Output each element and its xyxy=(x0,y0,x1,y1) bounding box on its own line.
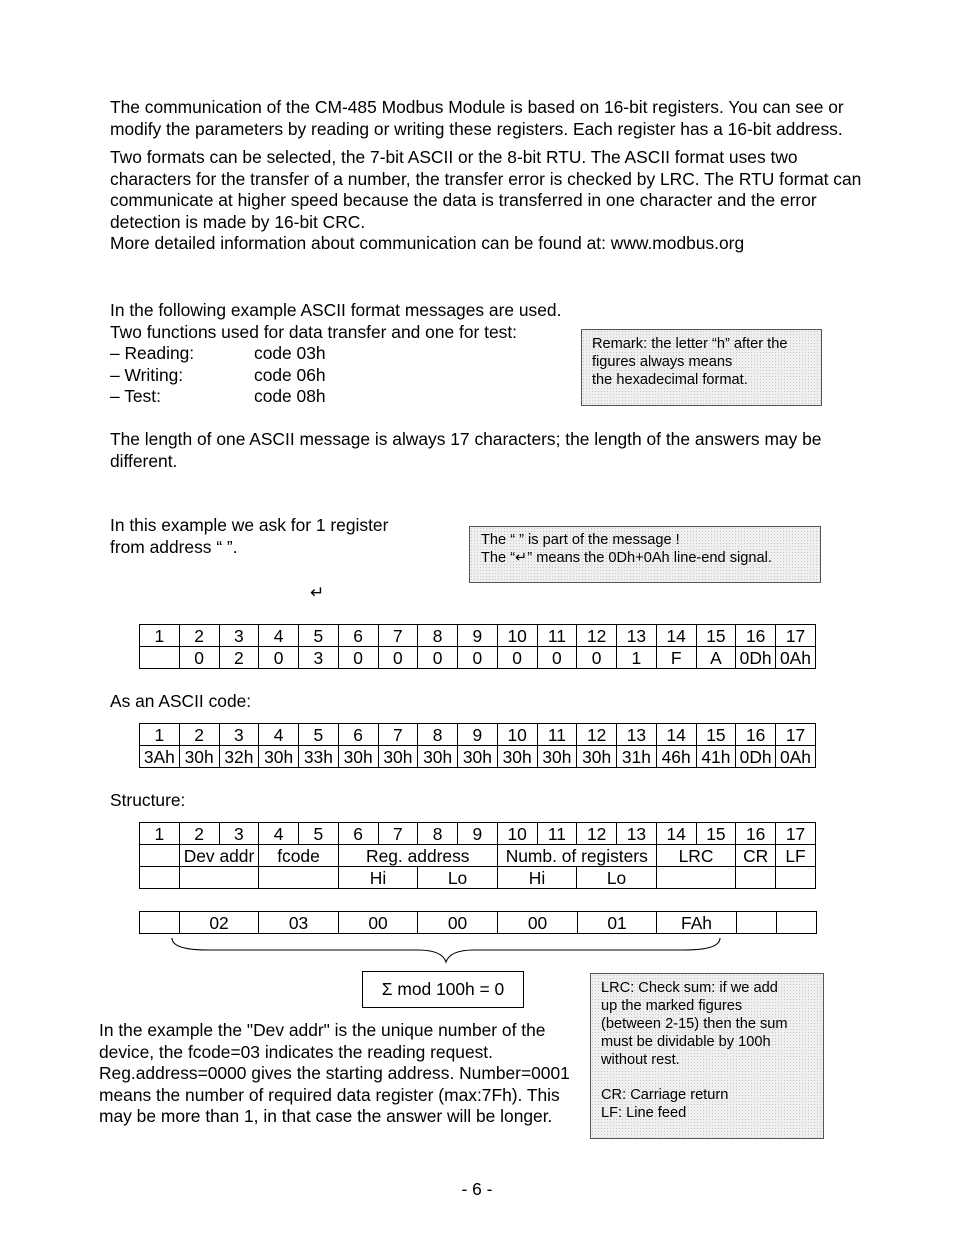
structure-label: Structure: xyxy=(110,790,186,810)
length-note: The length of one ASCII message is always 17 characters; the length of the answers may be different. xyxy=(110,429,822,471)
intro-paragraph-3: More detailed information about communication can be found at: www.modbus.org xyxy=(110,233,745,253)
table-row: Hi Lo Hi Lo xyxy=(140,867,816,889)
enter-icon: ↵ xyxy=(310,583,325,602)
table-row: 1 2 3 4 5 6 7 8 9 10 11 12 13 14 15 16 17 xyxy=(140,823,816,845)
remark-box: Remark: the letter “h” after the figures always means the hexadecimal format. xyxy=(581,329,822,406)
function-list xyxy=(110,300,590,408)
intro-paragraph-2: Two formats can be selected, the 7-bit ASCII or the 8-bit RTU. The ASCII format uses two characters for the transfer of a number, the transfer error is checked by LRC. The RTU format can communicate at higher speed because the data is transferred in one character and the error detection is made by 16-bit CRC. xyxy=(110,147,862,232)
page-number: - 6 - xyxy=(461,1179,493,1199)
function-test: – Test: code 08h xyxy=(110,386,326,406)
table-row: 0 2 0 3 0 0 0 0 0 0 0 1 F A 0Dh 0Ah xyxy=(140,647,816,669)
functions-intro: Two functions used for data transfer and one for test: xyxy=(110,321,517,342)
table-row: 1 2 3 4 5 6 7 8 9 10 11 12 13 14 15 16 17 xyxy=(140,625,816,647)
ascii-table xyxy=(139,723,816,768)
structure-table xyxy=(139,822,816,889)
function-reading: – Reading: code 03h xyxy=(110,343,326,363)
example-intro: In the following example ASCII format messages are used. xyxy=(110,300,562,320)
message-note-box: The “ ” is part of the message ! The “↵” means the 0Dh+0Ah line-end signal. xyxy=(469,526,821,583)
table-row: Dev addr fcode Reg. address Numb. of registers LRC CR LF xyxy=(140,845,816,867)
ascii-label: As an ASCII code: xyxy=(110,691,252,711)
message-table xyxy=(139,624,816,669)
explanation: In the example the "Dev addr" is the unique number of the device, the fcode=03 indicates the reading request. Reg.address=0000 gives the starting address. Number=0001 means the number of required data register (max:7Fh). This may be more than 1, in that case the answer will be longer. xyxy=(99,1020,570,1126)
lrc-box: LRC: Check sum: if we add up the marked figures (between 2-15) then the sum must be dividable by 100h without rest. CR: Carriage return LF: Line feed xyxy=(590,973,824,1139)
sum-box: Σ mod 100h = 0 xyxy=(362,971,524,1008)
brace-icon xyxy=(168,936,728,966)
table-row: 3Ah 30h 32h 30h 33h 30h 30h 30h 30h 30h 30h 30h 31h 46h 41h 0Dh 0Ah xyxy=(140,746,816,768)
table-row: 1 2 3 4 5 6 7 8 9 10 11 12 13 14 15 16 17 xyxy=(140,724,816,746)
register-example: In this example we ask for 1 register from address “ ”. xyxy=(110,515,389,557)
intro-section xyxy=(110,97,870,262)
intro-paragraph-1: The communication of the CM-485 Modbus Module is based on 16-bit registers. You can see or modify the parameters by reading or writing these registers. Each register has a 16-bit address. xyxy=(110,97,844,139)
function-writing: – Writing: code 06h xyxy=(110,364,326,385)
table-row: 02 03 00 00 00 01 FAh xyxy=(140,912,817,934)
value-table xyxy=(139,911,817,934)
